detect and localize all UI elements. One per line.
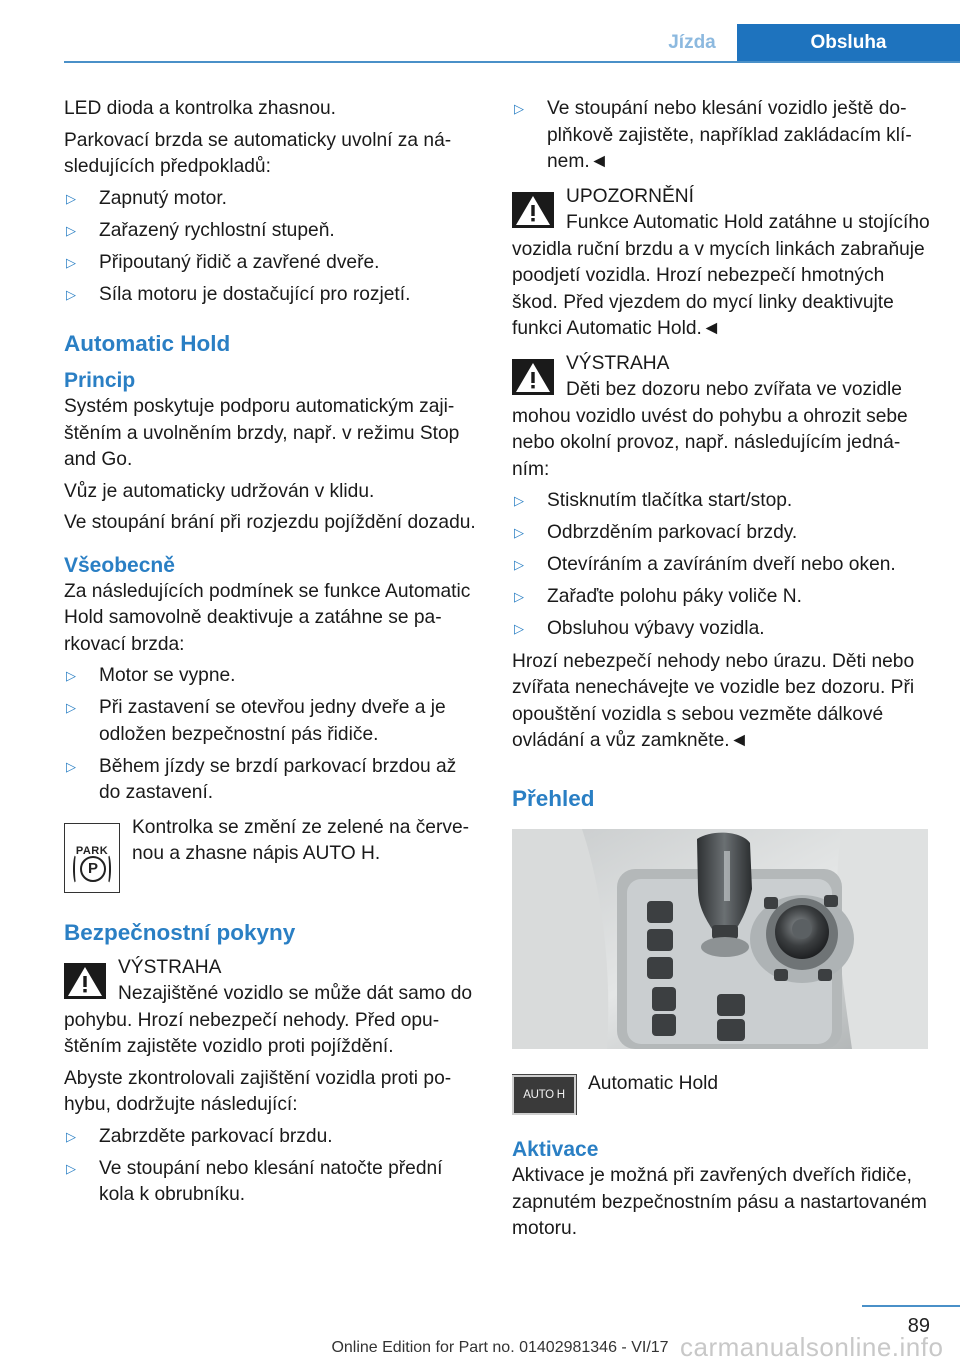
paragraph: Ve stoupání brání při rozjezdu pojíždění dozadu.	[64, 512, 476, 533]
list-item: ▷ Zařazený rychlostní stupeň.	[64, 218, 478, 245]
paragraph: Hrozí nebezpečí nehody nebo úrazu. Děti nebo zvířata nenechávejte ve vozidle bez dozoru. Při opouštění vozidla s sebou vezměte dálkové ovládání a vůz zamkněte.◄	[512, 650, 915, 751]
warning-title: VÝSTRAHA	[566, 352, 670, 374]
list-item: ▷ Obsluhou výbavy vozidla.	[512, 616, 930, 643]
paragraph: Systém poskytuje podporu automatickým zajištěním a uvolněním brzdy, např. v režimu Stop and Go.	[64, 396, 460, 470]
paragraph: Parkovací brzda se automaticky uvolní za následujících předpokladů:	[64, 129, 452, 177]
list-item: ▷ Připoutaný řidič a zavřené dveře.	[64, 250, 478, 277]
warning-notice	[64, 955, 478, 1061]
page-number: 89	[907, 1315, 930, 1337]
list-item: ▷ Během jízdy se brzdí parkovací brzdou až do zastavení.	[66, 755, 457, 803]
triangle-bullet-icon: ▷	[514, 101, 524, 116]
watermark: carmanualsonline.info	[680, 1332, 944, 1362]
list-item: ▷ Odbrzděním parkovací brzdy.	[512, 520, 930, 547]
triangle-bullet-icon: ▷	[66, 758, 76, 774]
auto-h-button-icon: AUTO H	[512, 1075, 576, 1115]
triangle-bullet-icon: ▷	[66, 286, 76, 302]
paragraph: Abyste zkontrolovali zajištění vozidla proti pohybu, dodržujte následující:	[64, 1067, 452, 1115]
triangle-bullet-icon: ▷	[514, 493, 524, 508]
warning-triangle-icon	[64, 963, 106, 999]
heading-vseobecne: Všeobecně	[64, 553, 175, 577]
triangle-bullet-icon: ▷	[66, 1160, 76, 1176]
list-item: ▷ Ve stoupání nebo klesání natočte přední kola k obrubníku.	[66, 1157, 443, 1205]
tab-obsluha[interactable]: Obsluha	[737, 24, 960, 61]
bullet-list	[512, 488, 930, 643]
edition-line: Online Edition for Part no. 01402981346 - VI/17	[331, 1339, 669, 1356]
bullet-list	[64, 1124, 478, 1209]
triangle-bullet-icon: ▷	[514, 589, 524, 604]
park-indicator-note	[64, 815, 478, 899]
auto-hold-caption: Automatic Hold	[588, 1073, 719, 1094]
heading-prehled: Přehled	[512, 785, 595, 811]
list-item: ▷ Zapnutý motor.	[64, 186, 478, 213]
auto-hold-legend	[512, 1071, 930, 1115]
caution-text: Funkce Automatic Hold zatáhne u stojícího vozidla ruční brzdu a v mycích linkách zabraňuje poodjetí vozidla. Hrozí nebezpečí hmotných škod. Před vjezdem do mycí linky deaktivujte funkci Automatic Hold.◄	[512, 212, 930, 339]
triangle-bullet-icon: ▷	[66, 254, 76, 270]
warning-notice	[512, 351, 930, 484]
header-rule	[64, 61, 960, 63]
bullet-list	[512, 96, 930, 176]
triangle-bullet-icon: ▷	[66, 700, 76, 715]
triangle-bullet-icon: ▷	[514, 557, 524, 572]
caution-notice	[512, 184, 930, 343]
triangle-bullet-icon: ▷	[66, 668, 76, 683]
footer-rule	[862, 1305, 960, 1307]
left-column	[64, 96, 478, 1215]
triangle-bullet-icon: ▷	[66, 190, 76, 206]
warning-text: Děti bez dozoru nebo zvířata ve vozidle mohou vozidlo uvést do pohybu a ohrozit sebe nebo okolní provoz, např. následujícím jednáním:	[512, 379, 908, 480]
triangle-bullet-icon: ▷	[66, 1128, 76, 1144]
triangle-bullet-icon: ▷	[66, 222, 76, 238]
warning-title: VÝSTRAHA	[118, 956, 222, 978]
paragraph: LED dioda a kontrolka zhasnou.	[64, 98, 336, 119]
paragraph: Vůz je automaticky udržován v klidu.	[64, 480, 375, 502]
tab-jizda[interactable]: Jízda	[668, 32, 716, 53]
heading-princip: Princip	[64, 369, 136, 392]
triangle-bullet-icon: ▷	[514, 525, 524, 540]
list-item: ▷ Ve stoupání nebo klesání vozidlo ještě doplňkově zajistěte, například zakládacím klínem.◄	[514, 98, 912, 172]
list-item: ▷ Motor se vypne.	[64, 663, 478, 690]
list-item: ▷ Zařaďte polohu páky voliče N.	[512, 584, 930, 611]
warning-triangle-icon	[512, 192, 554, 228]
heading-bezpecnostni-pokyny: Bezpečnostní pokyny	[64, 919, 296, 945]
bullet-list	[64, 663, 478, 807]
heading-automatic-hold: Automatic Hold	[64, 331, 231, 356]
caution-title: UPOZORNĚNÍ	[566, 185, 694, 207]
warning-text: Nezajištěné vozidlo se může dát samo do pohybu. Hrozí nebezpečí nehody. Před opuštěním zajistěte vozidlo proti pojíždění.	[64, 983, 473, 1057]
list-item: ▷ Otevíráním a zavíráním dveří nebo oken.	[512, 552, 930, 579]
park-indicator-text: Kontrolka se změní ze zelené na červenou a zhasne nápis AUTO H.	[132, 816, 470, 864]
right-column	[512, 96, 930, 1248]
bullet-list	[64, 186, 478, 309]
park-brake-indicator-icon: PARK P	[64, 823, 120, 893]
heading-aktivace: Aktivace	[512, 1138, 599, 1161]
list-item: ▷ Při zastavení se otevřou jedny dveře a je odložen bezpečnostní pás řidiče.	[66, 697, 446, 745]
list-item: ▷ Síla motoru je dostačující pro rozjetí.	[64, 282, 478, 309]
triangle-bullet-icon: ▷	[514, 621, 524, 636]
warning-triangle-icon	[512, 359, 554, 395]
list-item: ▷ Zabrzděte parkovací brzdu.	[64, 1124, 478, 1151]
list-item: ▷ Stisknutím tlačítka start/stop.	[512, 488, 930, 515]
center-console-photo	[512, 829, 928, 1049]
paragraph: Aktivace je možná při zavřených dveřích řidiče, zapnutém bezpečnostním pásu a nastartovaném motoru.	[512, 1165, 927, 1239]
paragraph: Za následujících podmínek se funkce Automatic Hold samovolně deaktivuje a zatáhne se parkovací brzda:	[64, 580, 471, 655]
